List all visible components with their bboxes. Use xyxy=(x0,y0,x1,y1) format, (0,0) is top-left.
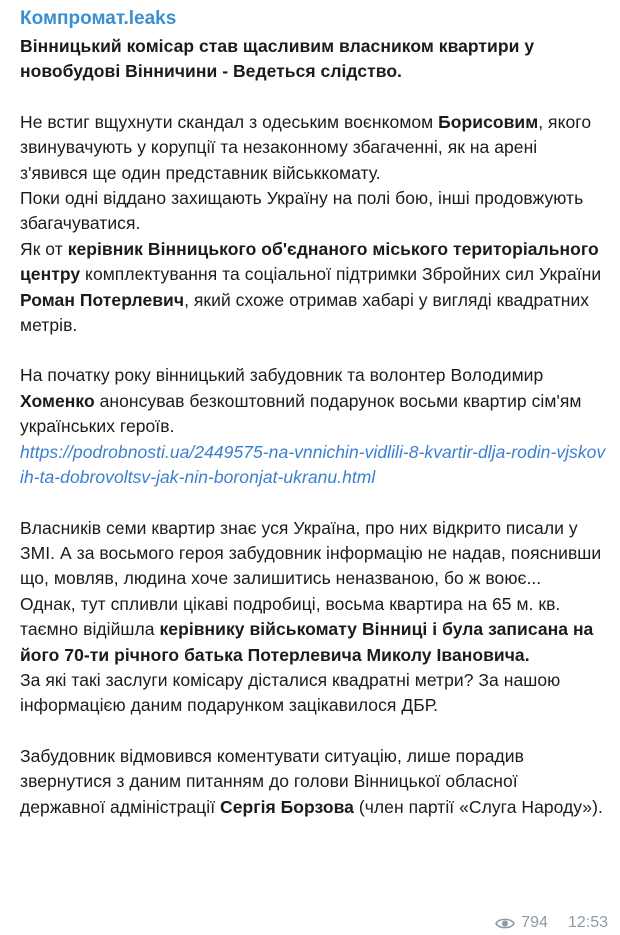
eye-icon xyxy=(495,917,515,930)
bold-text: Сергія Борзова xyxy=(220,796,354,817)
spacer xyxy=(20,719,606,744)
article-link[interactable]: https://podrobnosti.ua/2449575-na-vnnichin-vidlili-8-kvartir-dlja-rodin-vjskovih-ta-dobrovoltsv-jak-nin-boronjat-ukranu.html xyxy=(20,441,606,488)
paragraph-2 xyxy=(20,363,606,490)
text: Не встиг вщухнути скандал з одеським воєнкомом xyxy=(20,111,439,132)
text: комплектування та соціальної підтримки Збройних сил України xyxy=(80,264,602,285)
text: , якого звинувачують у корупції та незаконному збагаченні, як на арені з'явився ще один представник військкомату. xyxy=(20,111,592,183)
bold-text: Роман Потерлевич xyxy=(20,289,185,310)
text: Забудовник відмовився коментувати ситуацію, лише порадив звернутися з даним питанням до голови Вінницької обласної державної адміністрації xyxy=(20,745,524,817)
post-title: Вінницький комісар став щасливим власником квартири у новобудові Вінничини - Ведеться слідство. xyxy=(20,36,535,82)
message-time: 12:53 xyxy=(567,914,608,931)
text: Однак, тут спливли цікаві подробиці, восьма квартира на 65 м. кв. таємно відійшла xyxy=(20,593,561,640)
paragraph-4 xyxy=(20,744,606,820)
text: , який схоже отримав хабарі у вигляді квадратних метрів. xyxy=(20,289,590,336)
text: анонсував безкоштовний подарунок восьми квартир сім'ям українських героїв. xyxy=(20,390,582,437)
bold-text: керівник Вінницького об'єднаного міського територіального центру xyxy=(20,238,599,285)
text: Власників семи квартир знає уся Україна, про них відкрито писали у ЗМІ. А за восьмого героя забудовник інформацію не надав, пояснивши що, мовляв, людина хоче залишитись неназваною, бо ж воює... xyxy=(20,517,602,589)
paragraph-3 xyxy=(20,516,606,719)
message-meta xyxy=(495,914,608,932)
view-count: 794 xyxy=(521,914,548,931)
text: (член партії «Слуга Народу»). xyxy=(353,796,603,817)
spacer xyxy=(20,85,606,110)
text: За які такі заслуги комісару дісталися квадратні метри? За нашою інформацією даним подарунком зацікавилося ДБР. xyxy=(20,669,561,716)
text: Як от xyxy=(20,238,68,259)
bold-text: керівнику військомату Вінниці і була записана на його 70-ти річного батька Потерлевича Миколу Івановича. xyxy=(20,619,594,665)
spacer xyxy=(20,491,606,516)
text: Поки одні віддано захищають Україну на полі бою, інші продовжують збагачуватися. xyxy=(20,188,584,234)
text: На початку року вінницький забудовник та волонтер Володимир xyxy=(20,365,544,386)
channel-name[interactable]: Компромат.leaks xyxy=(20,8,177,29)
bold-text: Хоменко xyxy=(20,390,95,411)
bold-text: Борисовим xyxy=(438,111,539,132)
spacer xyxy=(20,338,606,363)
paragraph-1 xyxy=(20,110,606,339)
